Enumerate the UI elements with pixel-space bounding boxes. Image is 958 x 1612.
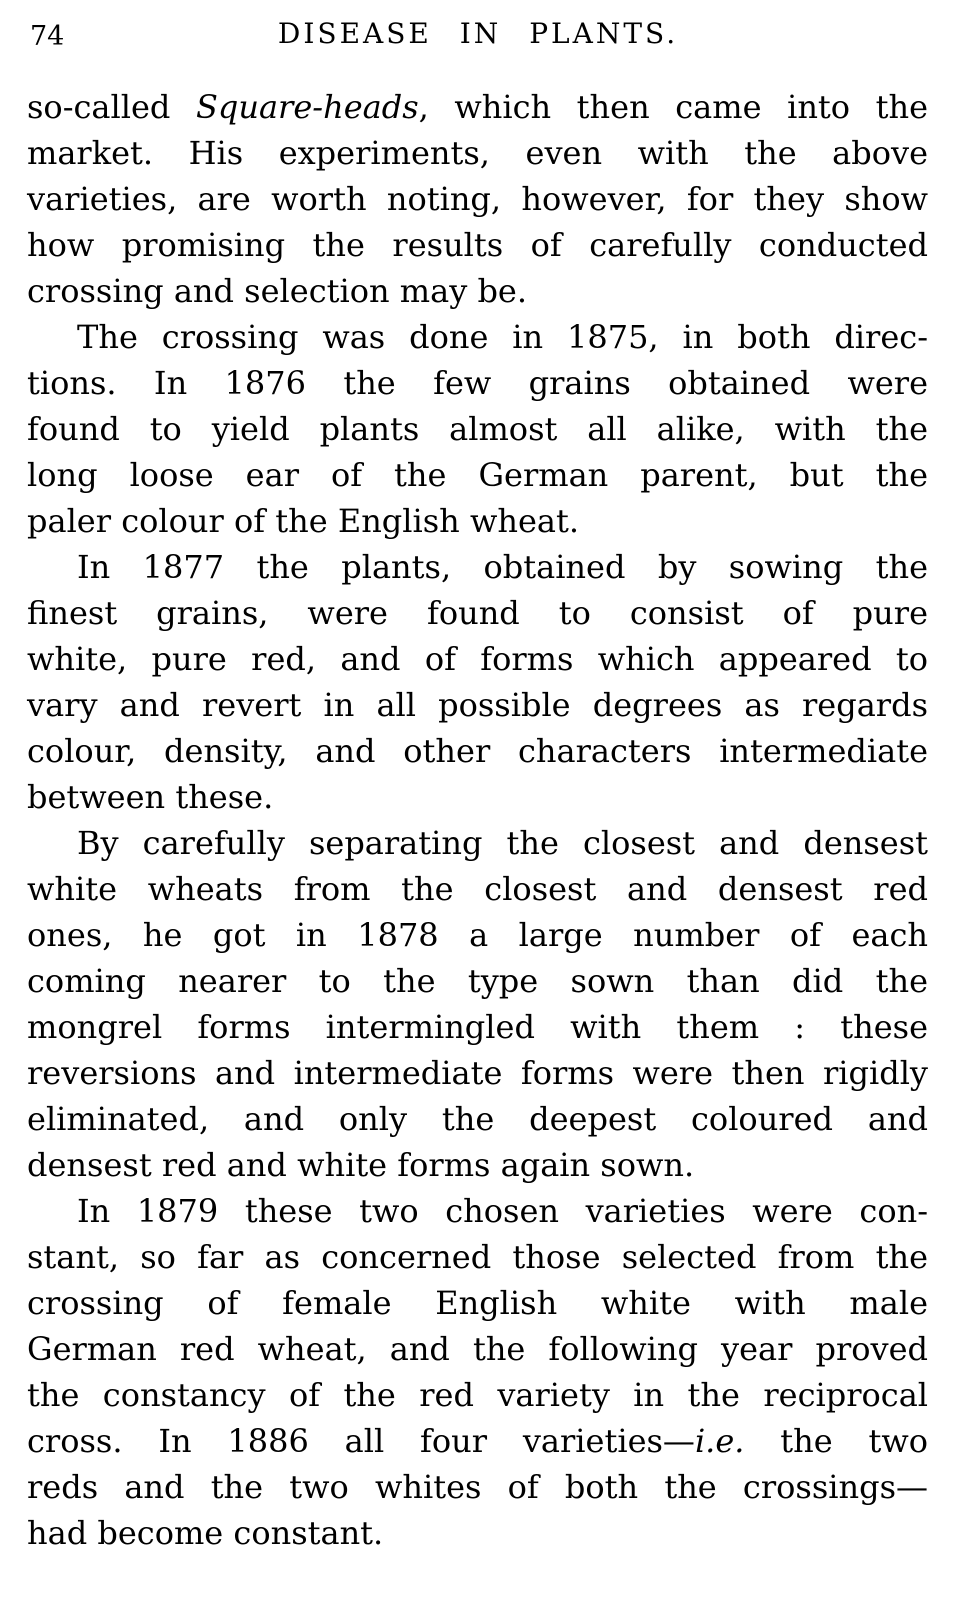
text-line: reds and the two whites of both the crossings— bbox=[27, 1468, 928, 1506]
text-line: white, pure red, and of forms which appeared to bbox=[27, 640, 928, 678]
paragraph bbox=[27, 544, 928, 820]
text-line: reversions and intermediate forms were then rigidly bbox=[27, 1054, 928, 1092]
text-line: cross. In 1886 all four varieties—i.e. the two bbox=[27, 1422, 929, 1460]
text-line: By carefully separating the closest and densest bbox=[77, 824, 928, 862]
text-line: densest red and white forms again sown. bbox=[27, 1146, 695, 1184]
paragraph bbox=[27, 84, 928, 314]
paragraph bbox=[27, 820, 928, 1188]
text-line: paler colour of the English wheat. bbox=[27, 502, 579, 540]
text-line: mongrel forms intermingled with them : these bbox=[27, 1008, 928, 1046]
text-line: finest grains, were found to consist of pure bbox=[27, 594, 928, 632]
text-line: the constancy of the red variety in the reciprocal bbox=[27, 1376, 928, 1414]
text-line: colour, density, and other characters intermediate bbox=[27, 732, 928, 770]
paragraph bbox=[27, 314, 928, 544]
text-line: crossing and selection may be. bbox=[27, 272, 528, 310]
text-line: how promising the results of carefully conducted bbox=[27, 226, 928, 264]
text-line: between these. bbox=[27, 778, 274, 816]
text-line: crossing of female English white with male bbox=[27, 1284, 928, 1322]
text-line: ones, he got in 1878 a large number of each bbox=[27, 916, 928, 954]
text-line: In 1877 the plants, obtained by sowing the bbox=[77, 548, 928, 586]
text-line: so-called Square-heads, which then came into the bbox=[27, 88, 929, 126]
text-line: had become constant. bbox=[27, 1514, 384, 1552]
page-number: 74 bbox=[30, 21, 65, 52]
text-line: stant, so far as concerned those selected from the bbox=[27, 1238, 928, 1276]
text-line: market. His experiments, even with the above bbox=[27, 134, 928, 172]
text-line: varieties, are worth noting, however, for they show bbox=[27, 180, 928, 218]
text-line: vary and revert in all possible degrees as regards bbox=[27, 686, 928, 724]
text-line: In 1879 these two chosen varieties were con- bbox=[77, 1192, 928, 1230]
running-head-title: DISEASE IN PLANTS. bbox=[277, 17, 679, 50]
text-line: tions. In 1876 the few grains obtained were bbox=[27, 364, 928, 402]
page-body bbox=[27, 84, 928, 1556]
text-line: eliminated, and only the deepest coloured and bbox=[27, 1100, 928, 1138]
text-line: The crossing was done in 1875, in both direc- bbox=[77, 318, 928, 356]
page-header bbox=[28, 16, 928, 56]
text-line: coming nearer to the type sown than did the bbox=[27, 962, 928, 1000]
text-line: found to yield plants almost all alike, with the bbox=[27, 410, 928, 448]
text-line: German red wheat, and the following year proved bbox=[27, 1330, 928, 1368]
paragraph bbox=[27, 1188, 928, 1556]
text-line: long loose ear of the German parent, but the bbox=[27, 456, 928, 494]
text-line: white wheats from the closest and densest red bbox=[27, 870, 928, 908]
